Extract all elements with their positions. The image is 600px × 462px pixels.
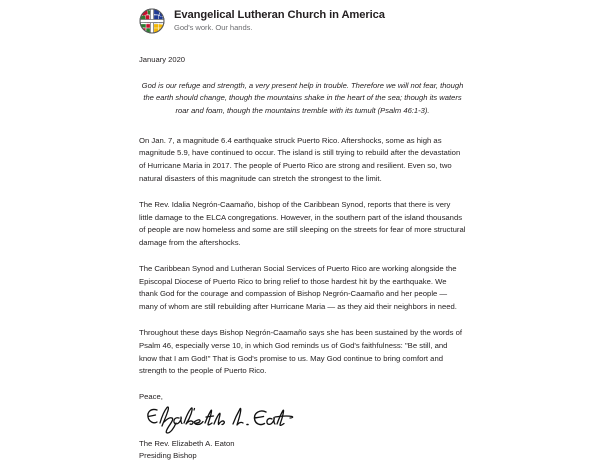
handwritten-signature-elizabeth-a-eaton bbox=[143, 402, 466, 436]
signer-title: Presiding Bishop bbox=[139, 450, 197, 460]
organization-name: Evangelical Lutheran Church in America bbox=[174, 9, 385, 22]
organization-tagline: God's work. Our hands. bbox=[174, 23, 253, 33]
letter-date: January 2020 bbox=[139, 55, 186, 64]
body-paragraph-2: The Rev. Idalia Negrón-Caamaño, bishop of the Caribbean Synod, reports that there is very little damage to the ELCA congregations. However, in the southern part of the island thousands of people are now homeless and some are still sleeping on the streets for fear of more structural damage from the aftershocks. bbox=[139, 200, 466, 247]
letter-closing: Peace, bbox=[139, 391, 163, 401]
body-paragraph-1: On Jan. 7, a magnitude 6.4 earthquake struck Puerto Rico. Aftershocks, some as high as magnitude 5.9, have continued to occur. The island is still trying to rebuild after the devastation of Hurricane Maria in 2017. The people of Puerto Rico are strong and resilient. Even so, two natural disasters of this magnitude can stretch the strongest to the limit. bbox=[139, 135, 461, 183]
letter-body bbox=[139, 55, 466, 462]
body-paragraph-3: The Caribbean Synod and Lutheran Social Services of Puerto Rico are working alongside the Episcopal Diocese of Puerto Rico to bring relief to those hardest hit by the earthquake. We thank God for the courage and compassion of Bishop Negrón-Caamaño and her people — many of whom are still rebuilding after Hurricane Maria — as they aid their neighbors in need. bbox=[139, 264, 457, 311]
elca-stained-glass-cross-icon bbox=[139, 8, 165, 34]
letterhead bbox=[139, 8, 385, 34]
letterhead-text bbox=[174, 10, 385, 32]
signer-name: The Rev. Elizabeth A. Eaton bbox=[139, 438, 235, 448]
scripture-quote: God is our refuge and strength, a very present help in trouble. Therefore we will not fear, though the earth should change, though the mountains shake in the heart of the sea; though its waters roar and foam, though the mountains tremble with its tumult (Psalm 46:1-3). bbox=[141, 81, 464, 115]
body-paragraph-4: Throughout these days Bishop Negrón-Caamaño says she has been sustained by the words of Psalm 46, especially verse 10, in which God reminds us of God's faithfulness: "Be still, and know that I am God!" That is God's promise to us. May God continue to bring comfort and strength to the people of Puerto Rico. bbox=[139, 328, 463, 376]
